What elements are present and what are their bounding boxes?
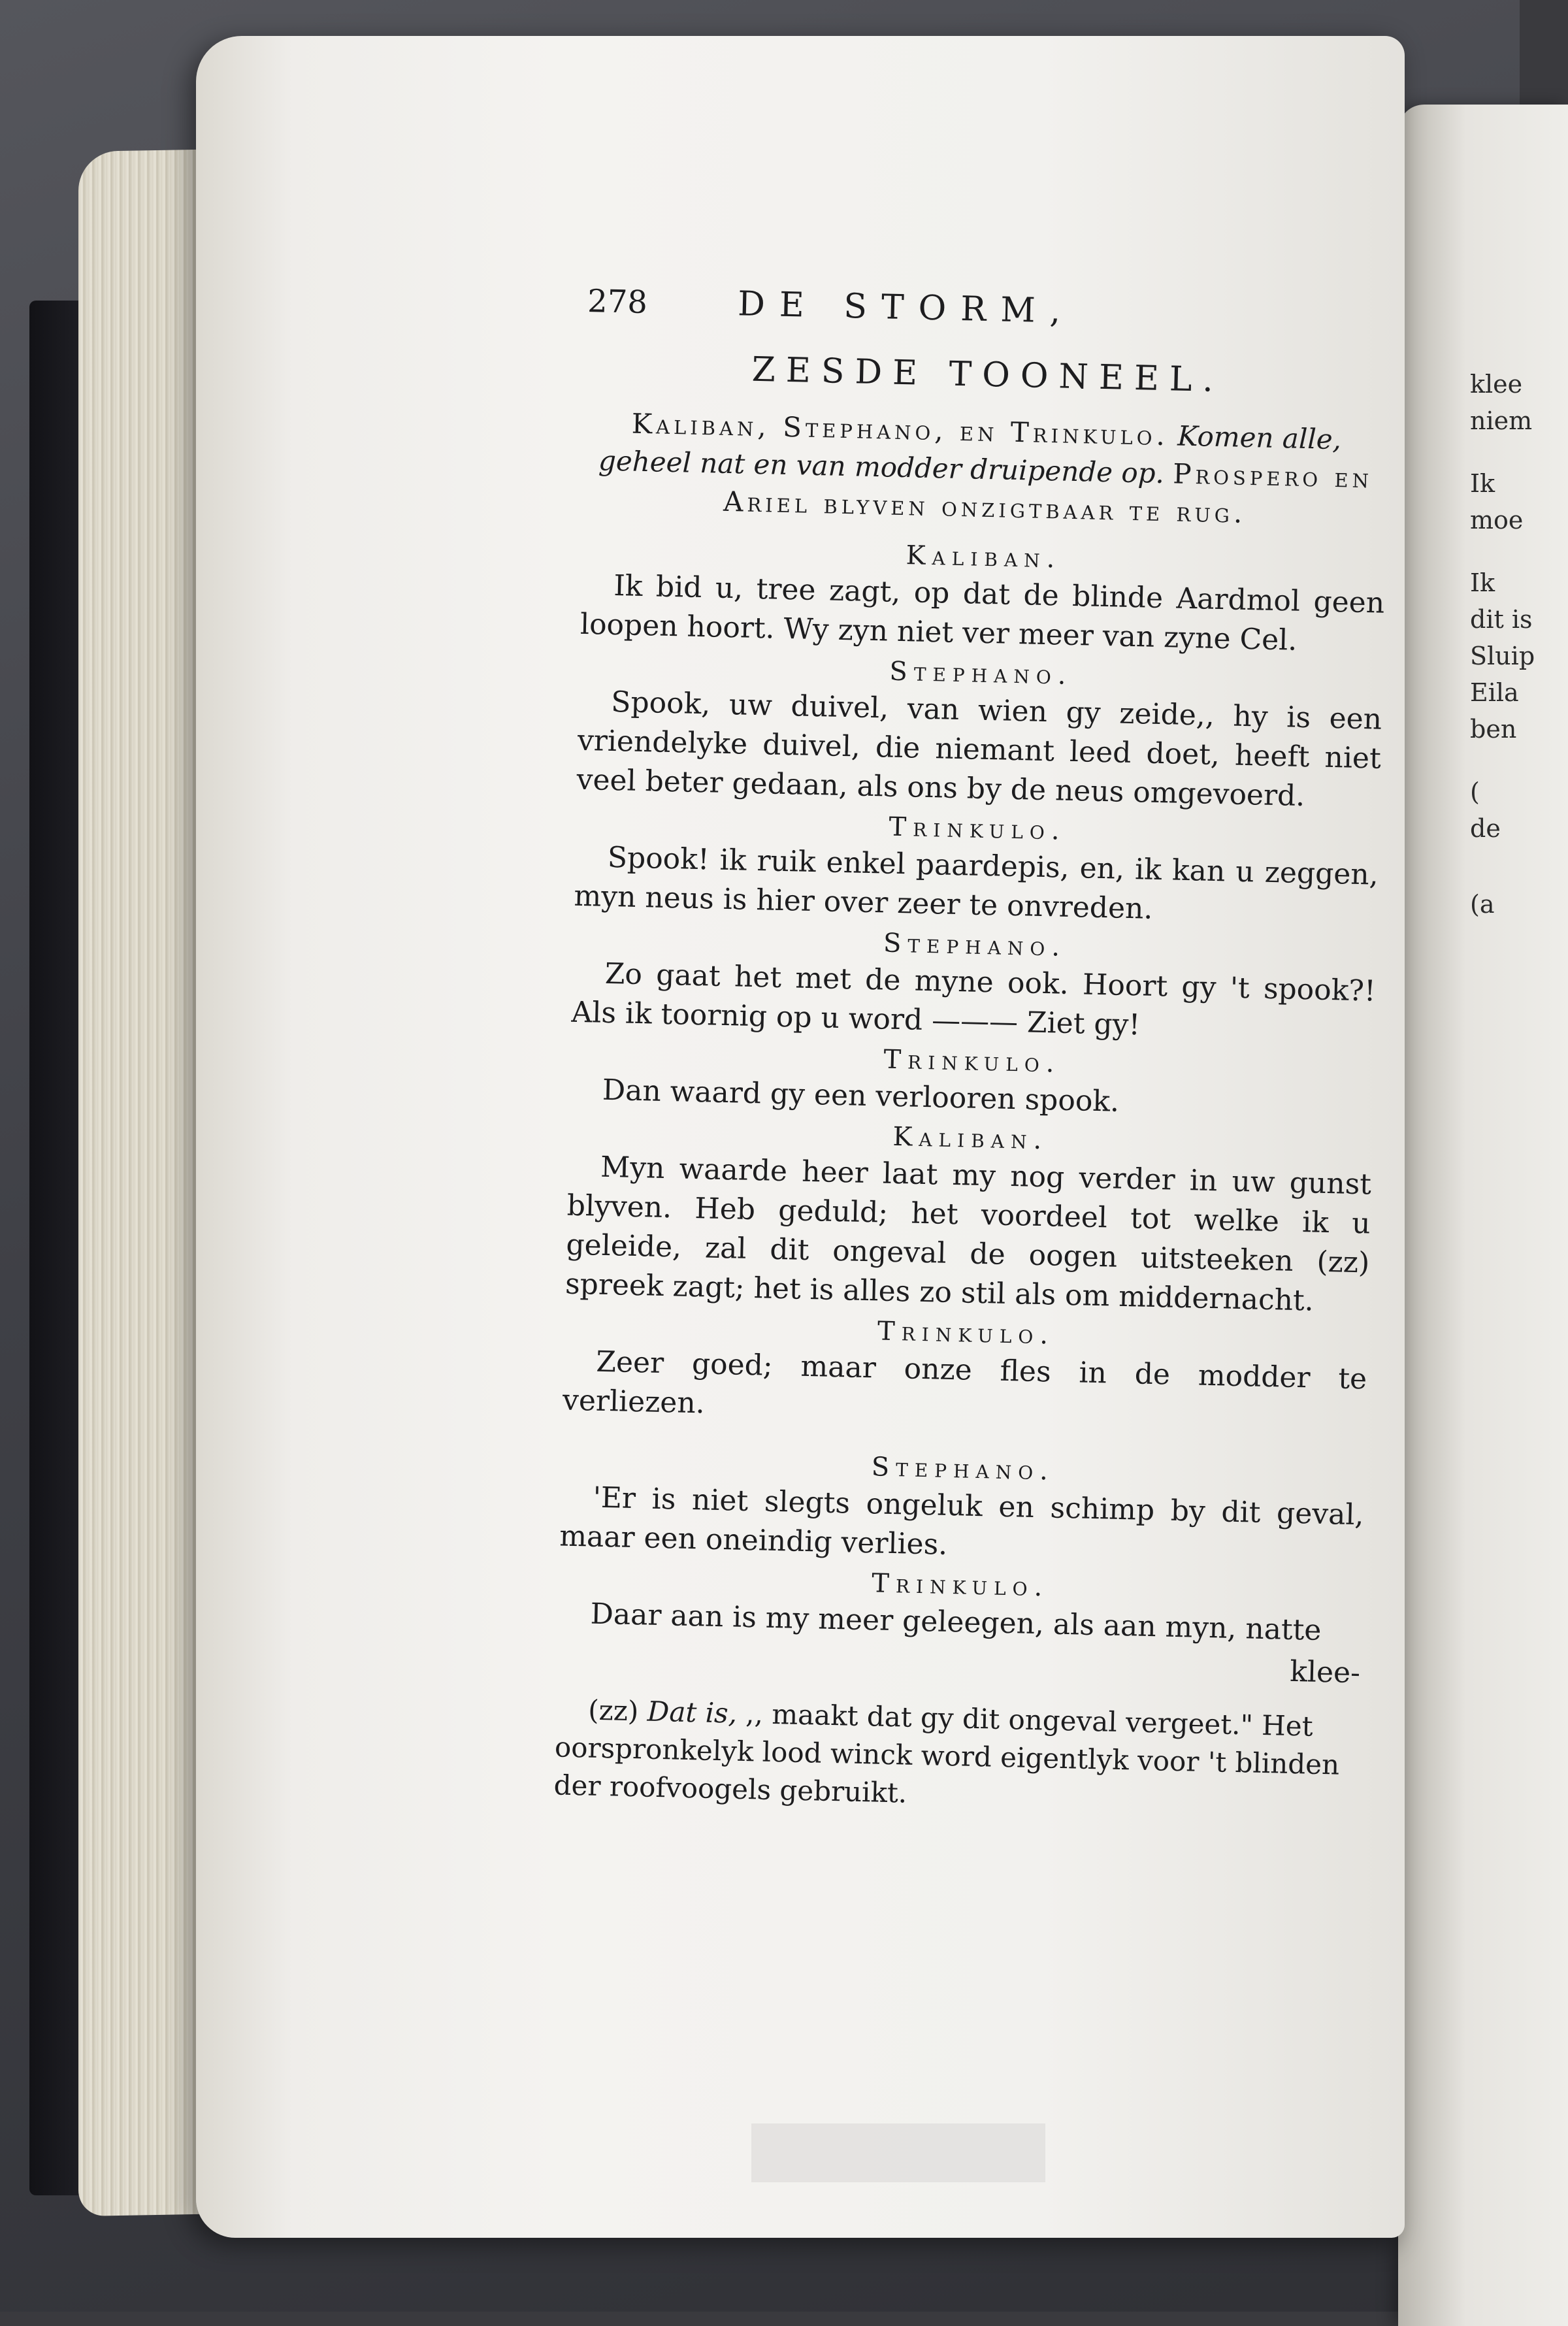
facing-page-text	[1470, 366, 1535, 923]
dialogue-block	[557, 1558, 1362, 1651]
speech-text: Zeer goed; maar onze fles in de modder te verliezen.	[562, 1345, 1367, 1420]
dialogue-block	[571, 919, 1377, 1051]
footnote-mark: (zz)	[587, 1694, 639, 1728]
dialogue-block	[580, 531, 1386, 663]
cast-direction: Komen alle, geheel nat en van modder druipende op.	[598, 419, 1342, 490]
speech-text: Spook! ik ruik enkel paardepis, en, ik kan u zeggen, myn neus is hier over zeer te onvreden.	[574, 840, 1379, 926]
dialogue-block	[569, 1035, 1374, 1128]
speech-text: 'Er is niet slegts ongeluk en schimp by dit geval, maar een oneindig verlies.	[559, 1481, 1365, 1562]
speech-text: Daar aan is my meer geleegen, als aan myn, natte	[590, 1597, 1322, 1647]
facing-fragment: (	[1470, 778, 1480, 806]
speaker-name: Stephano.	[889, 656, 1073, 691]
footnote	[553, 1690, 1360, 1822]
smudge-mark	[751, 2123, 1045, 2182]
dialogue-block	[564, 1112, 1372, 1322]
speaker-name: Kaliban.	[892, 1121, 1049, 1156]
dialogue-block	[574, 802, 1380, 934]
speech-text: Zo gaat het met de myne ook. Hoort gy 't spook?! Als ik toornig op u word ——— Ziet gy!	[571, 957, 1377, 1042]
facing-fragment: Eila	[1470, 678, 1519, 707]
facing-fragment: ben	[1470, 715, 1517, 744]
page-text	[553, 281, 1392, 1850]
facing-fragment: niem	[1470, 406, 1533, 435]
catchword: klee-	[1289, 1654, 1361, 1690]
dialogue-block	[576, 647, 1383, 818]
dialogue-block	[562, 1307, 1368, 1439]
facing-fragment: dit is	[1470, 605, 1533, 634]
facing-fragment: (a	[1470, 890, 1495, 919]
speech-text: Myn waarde heer laat my nog verder in uw gunst blyven. Heb geduld; het voordeel tot welke ik u geleide, zal dit ongeval de oogen uitsteeken (zz) spreek zagt; het is alles zo stil als om middernacht.	[564, 1150, 1372, 1318]
speaker-name: Stephano.	[871, 1452, 1055, 1486]
speaker-name: Stephano.	[883, 928, 1067, 962]
speech-text: Dan waard gy een verlooren spook.	[602, 1073, 1120, 1119]
facing-fragment: klee	[1470, 370, 1523, 399]
speech-text: Spook, uw duivel, van wien gy zeide,, hy is een vriendelyke duivel, die niemant leed doet, heeft niet veel beter gedaan, als ons by de neus omgevoerd.	[576, 685, 1382, 813]
speaker-name: Trinkulo.	[883, 1044, 1062, 1079]
speaker-name: Kaliban.	[906, 540, 1062, 574]
scene-title: ZESDE TOONEEL.	[751, 350, 1224, 401]
facing-fragment: Ik	[1470, 469, 1495, 498]
cast-names: Kaliban, Stephano, en Trinkulo.	[631, 407, 1169, 452]
speaker-name: Trinkulo.	[871, 1568, 1049, 1603]
dialogue-block	[559, 1443, 1365, 1575]
facing-fragment: moe	[1470, 506, 1524, 534]
facing-fragment: Sluip	[1470, 642, 1535, 670]
speaker-name: Trinkulo.	[877, 1316, 1055, 1351]
footnote-italic-lead: Dat is,	[647, 1695, 738, 1729]
cast-remaining: Prospero en Ariel blyven onzigtbaar te rug.	[723, 457, 1373, 529]
stage-direction	[583, 404, 1389, 536]
speech-text: Ik bid u, tree zagt, op dat de blinde Aardmol geen loopen hoort. Wy zyn niet ver meer van zyne Cel.	[580, 569, 1385, 657]
running-title: DE STORM,	[737, 284, 1075, 331]
speaker-name: Trinkulo.	[889, 811, 1067, 846]
facing-fragment: Ik	[1470, 568, 1495, 597]
facing-fragment: de	[1470, 814, 1501, 843]
page-number: 278	[587, 282, 648, 321]
footnote-text: ,, maakt dat gy dit ongeval vergeet." Het oorspronkelyk lood winck word eigentlyk voor 't blinden der roofvoogels gebruikt.	[553, 1697, 1340, 1809]
